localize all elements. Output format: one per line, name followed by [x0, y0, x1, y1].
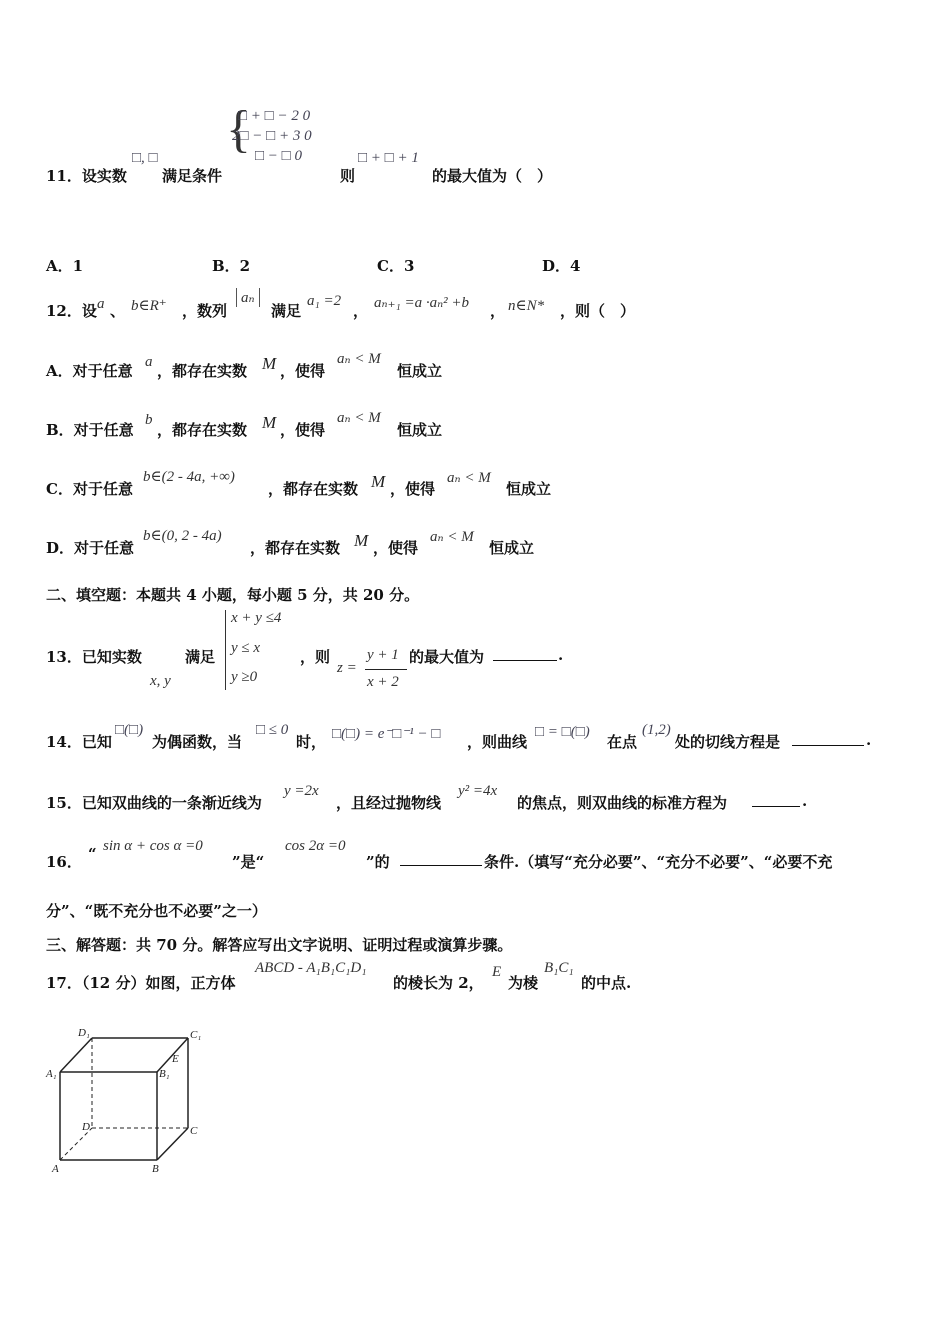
q13-constraint-3: y ≥0: [231, 669, 258, 685]
q11-number: 11．设实数: [46, 167, 127, 185]
q15-parabola: y² =4x: [458, 783, 498, 799]
q14-text-5: 处的切线方程是: [675, 733, 781, 751]
label-d1: D₁: [78, 1027, 90, 1039]
q15-end: .: [802, 792, 808, 810]
q16-text-1: 条件.（填写“充分必要”、“充分不必要”、“必要不充: [484, 853, 833, 871]
q11-condition-text: 满足条件: [162, 167, 223, 185]
q13-tail: 的最大值为: [409, 648, 485, 666]
q12-option-c-pre: C．对于任意: [46, 480, 133, 498]
q12-option-c-mid2: ，使得: [390, 480, 436, 498]
q14-text-3: ，则曲线: [467, 733, 528, 751]
q17-cube: ABCD - A₁B₁C₁D₁: [255, 960, 367, 976]
q12-option-c-mid: ，都存在实数: [268, 480, 359, 498]
q12-option-a-var: a: [145, 354, 153, 370]
q16-text-2: 分”、“既不充分也不必要”之一）: [46, 902, 267, 920]
q12-option-a-ineq: aₙ < M: [337, 351, 381, 367]
label-b: B: [152, 1163, 159, 1175]
q12-option-b-m: M: [262, 413, 277, 432]
q14-curve: □ = □(□): [535, 724, 590, 740]
q17-text-4: 的中点.: [581, 974, 632, 992]
q13-condition-text: 满足: [185, 648, 216, 666]
q12-option-d-mid2: ，使得: [373, 539, 419, 557]
q12-var-a: a: [97, 296, 105, 312]
cube-figure: [40, 1020, 220, 1180]
q12-number: 12．设: [46, 302, 97, 320]
q12-condition-text: 满足: [271, 302, 302, 320]
q13-system-bar: [225, 610, 227, 690]
q14-text-2: 时，: [296, 733, 327, 751]
q12-b-in-r: b∈R⁺: [131, 298, 167, 314]
label-b1: B₁: [159, 1068, 170, 1080]
q16-answer-blank[interactable]: [400, 851, 482, 866]
q16-number: 16．: [46, 853, 82, 871]
q13-fraction-line: [365, 669, 407, 670]
q14-end: .: [866, 731, 872, 749]
q13-variables: x, y: [150, 673, 171, 689]
label-c1: C₁: [190, 1029, 202, 1041]
q17-point-e: E: [492, 964, 502, 980]
q12-option-b-pre: B．对于任意: [46, 421, 134, 439]
q15-text-2: ，且经过抛物线: [336, 794, 442, 812]
q16-quote-open: “: [88, 845, 97, 863]
q12-initial-term: a₁ =2: [307, 293, 342, 309]
q14-point: (1,2): [642, 722, 671, 738]
q12-sequence-an: aₙ: [236, 288, 260, 307]
label-d: D: [82, 1121, 90, 1133]
q12-recurrence: aₙ₊₁ =a ·aₙ² +b: [374, 295, 470, 311]
system-brace: {: [226, 101, 251, 158]
q12-option-a-pre: A．对于任意: [46, 362, 133, 380]
q11-then-text: 则: [340, 167, 356, 185]
q11-tail: 的最大值为（ ）: [432, 167, 553, 185]
q12-option-b-mid2: ，使得: [280, 421, 326, 439]
q12-option-d-pre: D．对于任意: [46, 539, 135, 557]
q12-option-c-post: 恒成立: [506, 480, 552, 498]
q16-quote-close: ”的: [366, 853, 390, 871]
q16-quote-mid: ”是“: [232, 853, 265, 871]
q12-tail: ，则（ ）: [560, 302, 636, 320]
q13-then-text: ，则: [300, 648, 331, 666]
q12-option-d-var: b∈(0, 2 - 4a): [143, 528, 222, 544]
q15-answer-blank[interactable]: [752, 792, 800, 807]
label-a: A: [52, 1163, 59, 1175]
q17-edge: B₁C₁: [544, 960, 574, 976]
q14-text-4: 在点: [607, 733, 638, 751]
q12-option-a-post: 恒成立: [397, 362, 443, 380]
q16-expression-2: cos 2α =0: [285, 838, 346, 854]
q13-constraint-2: y ≤ x: [231, 640, 261, 656]
q13-end: .: [558, 646, 564, 664]
q15-text-3: 的焦点，则双曲线的标准方程为: [517, 794, 728, 812]
q12-n-natural: n∈N*: [508, 298, 545, 314]
q11-constraint-3: □ − □ 0: [255, 148, 302, 164]
label-e: E: [172, 1053, 179, 1065]
q13-z-eq: z =: [337, 660, 357, 676]
q15-asymptote: y =2x: [284, 783, 319, 799]
q12-comma-2: ，: [490, 302, 506, 320]
q12-option-b-ineq: aₙ < M: [337, 410, 381, 426]
q17-text-2: 的棱长为 2，: [393, 974, 484, 992]
q12-option-a-mid: ，都存在实数: [157, 362, 248, 380]
q14-function: □(□): [115, 722, 144, 738]
q12-option-d-m: M: [354, 531, 369, 550]
q12-option-b-var: b: [145, 412, 153, 428]
q12-option-c-ineq: aₙ < M: [447, 470, 491, 486]
q12-separator: 、: [110, 302, 126, 320]
q12-option-d-post: 恒成立: [489, 539, 535, 557]
q13-numerator: y + 1: [367, 647, 399, 663]
q13-constraint-1: x + y ≤4: [231, 610, 282, 626]
edge-a1d1: [60, 1038, 92, 1072]
q11-option-a: A．1: [46, 257, 84, 275]
q13-denominator: x + 2: [367, 674, 399, 690]
q12-option-d-mid: ，都存在实数: [250, 539, 341, 557]
q17-text-3: 为棱: [508, 974, 539, 992]
section-2-heading: 二、填空题：本题共 4 小题，每小题 5 分，共 20 分。: [46, 586, 420, 604]
q11-constraint-2: 2□ − □ + 3 0: [232, 128, 312, 144]
q12-sequence-text: ，数列: [182, 302, 228, 320]
q12-comma: ，: [353, 302, 369, 320]
edge-bc: [157, 1128, 188, 1160]
q13-number: 13．已知实数: [46, 648, 142, 666]
q11-constraint-1: □ + □ − 2 0: [238, 108, 311, 124]
q15-text-1: 15．已知双曲线的一条渐近线为: [46, 794, 262, 812]
q11-variables: □, □: [132, 150, 158, 166]
q13-answer-blank[interactable]: [493, 646, 557, 661]
q12-option-c-m: M: [371, 472, 386, 491]
label-a1: A₁: [46, 1068, 57, 1080]
q14-condition: □ ≤ 0: [256, 722, 289, 738]
q14-text-1: 为偶函数，当: [152, 733, 243, 751]
q17-text-1: 17．（12 分）如图，正方体: [46, 974, 236, 992]
q14-definition: □(□) = e⁻□⁻¹ − □: [332, 726, 441, 742]
q12-option-b-post: 恒成立: [397, 421, 443, 439]
q12-option-a-mid2: ，使得: [280, 362, 326, 380]
q12-option-b-mid: ，都存在实数: [157, 421, 248, 439]
label-c: C: [190, 1125, 198, 1137]
q12-option-a-m: M: [262, 354, 277, 373]
q11-objective: □ + □ + 1: [358, 150, 419, 166]
q11-option-b: B．2: [212, 257, 251, 275]
q14-answer-blank[interactable]: [792, 731, 864, 746]
q11-option-d: D．4: [542, 257, 581, 275]
q14-number: 14．已知: [46, 733, 112, 751]
q16-expression-1: sin α + cos α =0: [103, 838, 203, 854]
section-3-heading: 三、解答题：共 70 分。解答应写出文字说明、证明过程或演算步骤。: [46, 936, 513, 954]
q11-option-c: C．3: [377, 257, 415, 275]
q12-option-c-var: b∈(2 - 4a, +∞): [143, 469, 235, 485]
q12-option-d-ineq: aₙ < M: [430, 529, 474, 545]
